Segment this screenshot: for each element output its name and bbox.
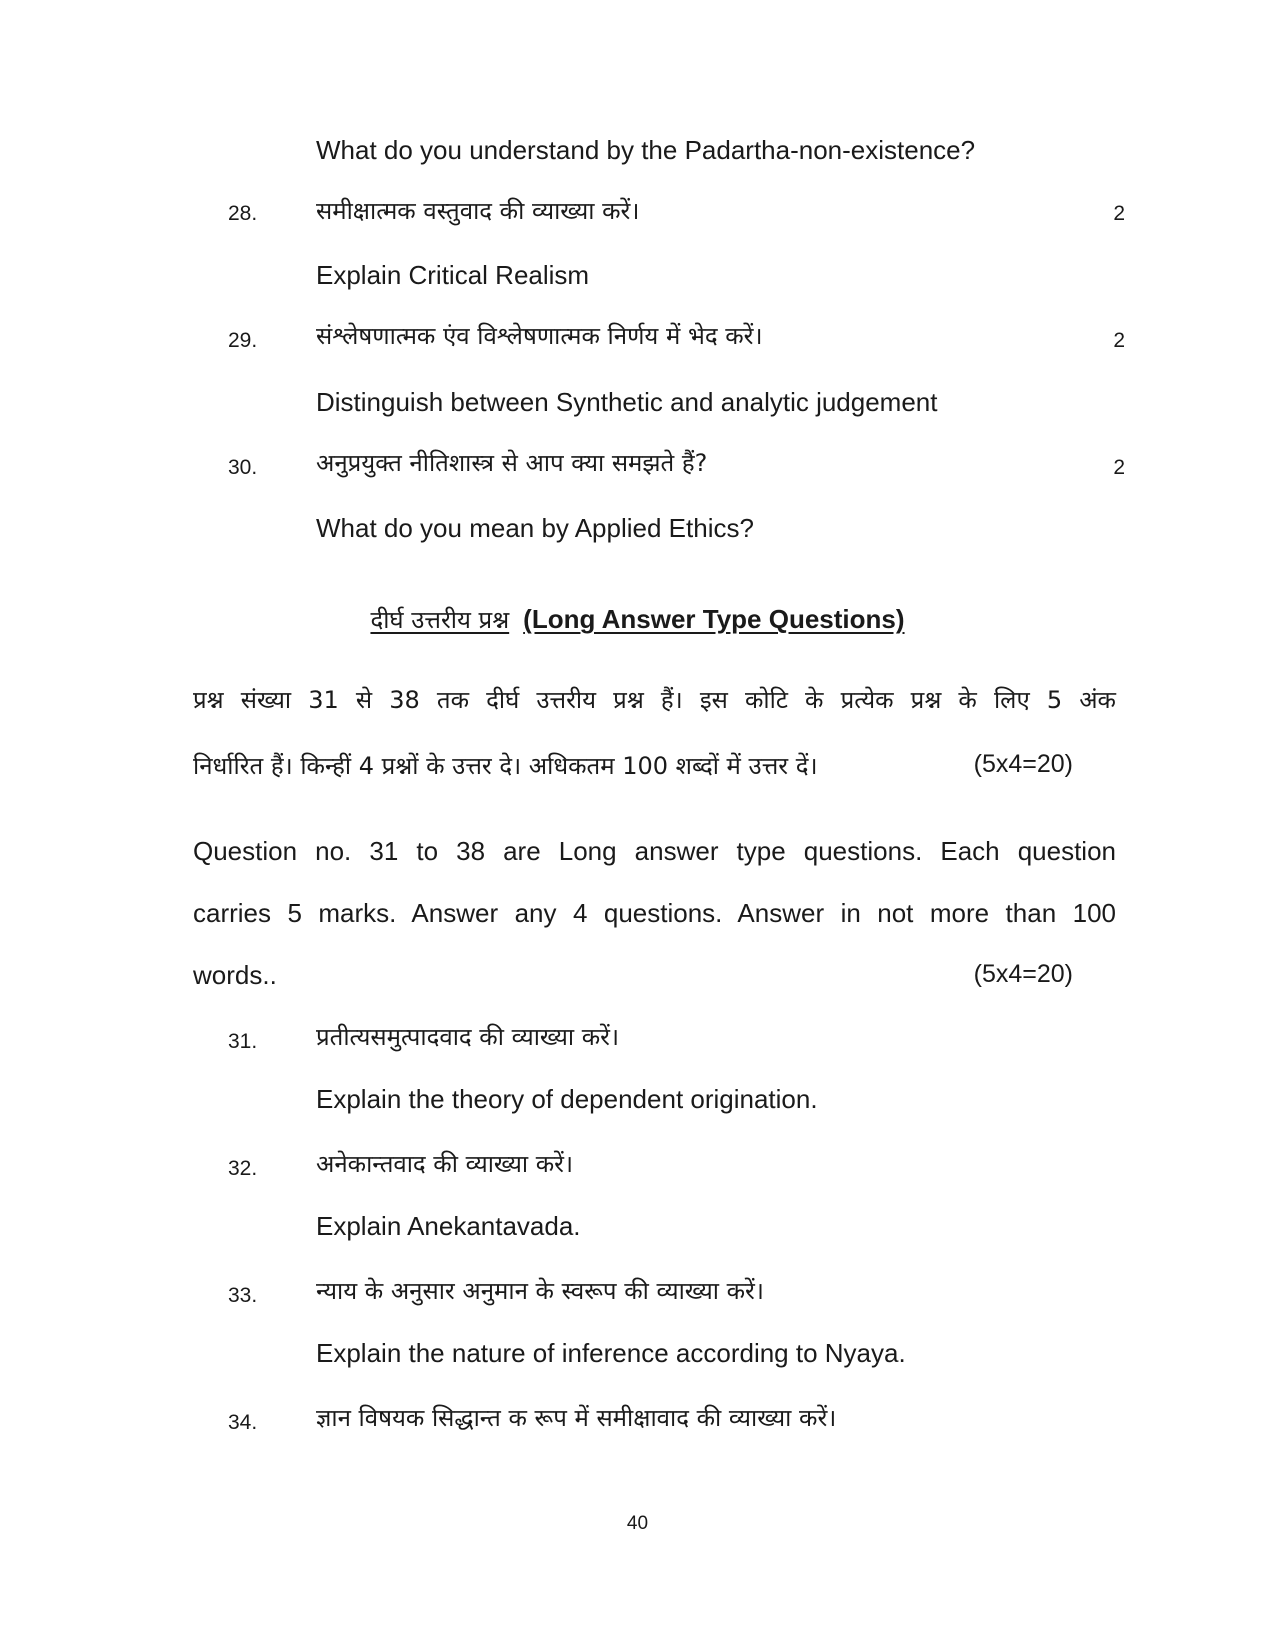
question-30-number: 30. [228,456,258,479]
instructions-english-line-2: carries 5 marks. Answer any 4 questions. Answer in not more than 100 [193,898,1116,928]
question-32-hindi: अनेकान्तवाद की व्याख्या करें। [316,1150,574,1178]
question-30-marks: 2 [1113,456,1125,479]
question-29-marks: 2 [1113,329,1125,352]
question-32-english: Explain Anekantavada. [316,1211,581,1241]
question-28-number: 28. [228,202,258,225]
question-31-english: Explain the theory of dependent origination. [316,1084,818,1114]
question-31-hindi: प्रतीत्यसमुत्पादवाद की व्याख्या करें। [316,1023,620,1051]
section-heading [0,606,1275,632]
question-33-number: 33. [228,1284,258,1307]
question-31-number: 31. [228,1030,258,1053]
question-34-number: 34. [228,1411,258,1434]
question-30-hindi: अनुप्रयुक्त नीतिशास्त्र से आप क्या समझते हैं? [316,449,708,477]
instructions-hindi-line-2-row [193,750,1073,780]
question-30-english: What do you mean by Applied Ethics? [316,513,754,543]
question-34-hindi: ज्ञान विषयक सिद्धान्त क रूप में समीक्षावाद की व्याख्या करें। [316,1404,837,1432]
question-27-english: What do you understand by the Padartha-non-existence? [316,135,976,165]
instructions-english-line-3-row [193,962,1073,988]
instructions-english-marks: (5x4=20) [973,960,1073,988]
question-28-marks: 2 [1113,202,1125,225]
page-number: 40 [626,1513,649,1534]
question-33-english: Explain the nature of inference according to Nyaya. [316,1338,906,1368]
question-32-number: 32. [228,1157,258,1180]
section-heading-hindi: दीर्घ उत्तरीय प्रश्न [370,606,510,634]
question-29-english: Distinguish between Synthetic and analytic judgement [316,387,938,417]
question-33-hindi: न्याय के अनुसार अनुमान के स्वरूप की व्याख्या करें। [316,1277,764,1305]
question-28-hindi: समीक्षात्मक वस्तुवाद की व्याख्या करें। [316,197,640,225]
question-28-english: Explain Critical Realism [316,260,590,290]
instructions-hindi-marks: (5x4=20) [973,750,1073,778]
question-29-number: 29. [228,329,258,352]
question-29-hindi: संश्लेषणात्मक एंव विश्लेषणात्मक निर्णय में भेद करें। [316,322,763,350]
instructions-english-line-1: Question no. 31 to 38 are Long answer type questions. Each question [193,836,1116,866]
instructions-hindi-line-2: निर्धारित हैं। किन्हीं 4 प्रश्नों के उत्तर दे। अधिकतम 100 शब्दों में उत्तर दें। [193,752,818,780]
section-heading-english: (Long Answer Type Questions) [523,604,905,634]
instructions-english-line-3: words.. [193,960,277,990]
instructions-hindi-line-1: प्रश्न संख्या 31 से 38 तक दीर्घ उत्तरीय प्रश्न हैं। इस कोटि के प्रत्येक प्रश्न के लिए 5 अंक [193,686,1116,714]
